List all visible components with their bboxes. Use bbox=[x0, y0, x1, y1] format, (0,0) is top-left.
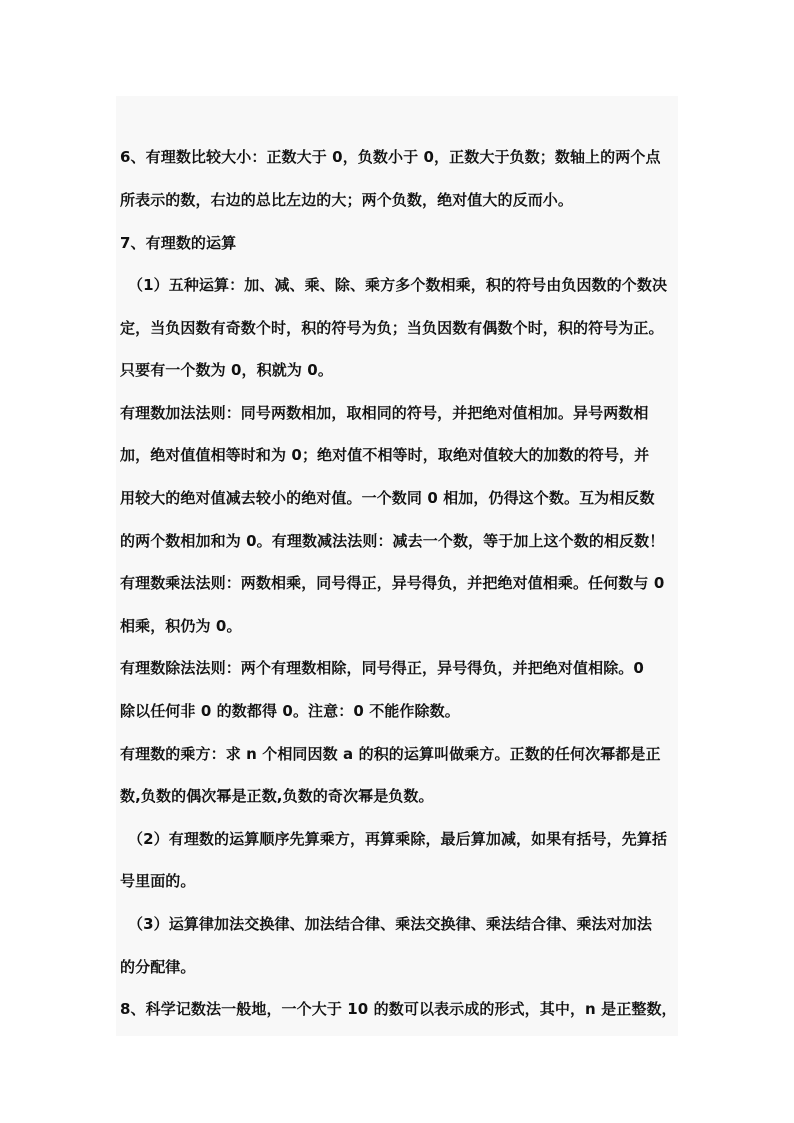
paragraph-line: 所表示的数，右边的总比左边的大；两个负数，绝对值大的反而小。 bbox=[120, 191, 574, 209]
paragraph-line: 定，当负因数有奇数个时，积的符号为负；当负因数有偶数个时，积的符号为正。 bbox=[120, 319, 664, 337]
paragraph-line: 相乘，积仍为 0。 bbox=[120, 617, 242, 635]
paragraph-line: 数,负数的偶次幂是正数,负数的奇次幂是负数。 bbox=[120, 787, 434, 805]
paragraph-line: 除以任何非 0 的数都得 0。注意：0 不能作除数。 bbox=[120, 702, 460, 720]
paragraph-line: （1）五种运算：加、减、乘、除、乘方多个数相乘，积的符号由负因数的个数决 bbox=[128, 276, 668, 294]
paragraph-line: 有理数除法法则：两个有理数相除，同号得正，异号得负，并把绝对值相除。0 bbox=[120, 659, 644, 677]
paragraph-line: 有理数加法法则：同号两数相加，取相同的符号，并把绝对值相加。异号两数相 bbox=[120, 404, 649, 422]
paragraph-line: 只要有一个数为 0，积就为 0。 bbox=[120, 361, 333, 379]
paragraph-line: 6、有理数比较大小：正数大于 0，负数小于 0，正数大于负数；数轴上的两个点 bbox=[120, 148, 661, 166]
paragraph-line: 8、科学记数法一般地，一个大于 10 的数可以表示成的形式，其中，n 是正整数， bbox=[120, 1000, 677, 1018]
paragraph-line: 号里面的。 bbox=[120, 872, 196, 890]
paragraph-line: 用较大的绝对值减去较小的绝对值。一个数同 0 相加，仍得这个数。互为相反数 bbox=[120, 489, 655, 507]
paragraph-line: 的两个数相加和为 0。有理数减法法则：减去一个数，等于加上这个数的相反数！ bbox=[120, 532, 665, 550]
paragraph-line: （3）运算律加法交换律、加法结合律、乘法交换律、乘法结合律、乘法对加法 bbox=[128, 915, 652, 933]
section-heading: 7、有理数的运算 bbox=[120, 234, 237, 252]
paragraph-line: 的分配律。 bbox=[120, 958, 196, 976]
paragraph-line: 有理数乘法法则：两数相乘，同号得正，异号得负，并把绝对值相乘。任何数与 0 bbox=[120, 574, 665, 592]
paragraph-line: 加，绝对值值相等时和为 0；绝对值不相等时，取绝对值较大的加数的符号，并 bbox=[120, 446, 650, 464]
paragraph-line: （2）有理数的运算顺序先算乘方，再算乘除，最后算加减，如果有括号，先算括 bbox=[128, 830, 668, 848]
paragraph-line: 有理数的乘方：求 n 个相同因数 a 的积的运算叫做乘方。正数的任何次幂都是正 bbox=[120, 745, 661, 763]
